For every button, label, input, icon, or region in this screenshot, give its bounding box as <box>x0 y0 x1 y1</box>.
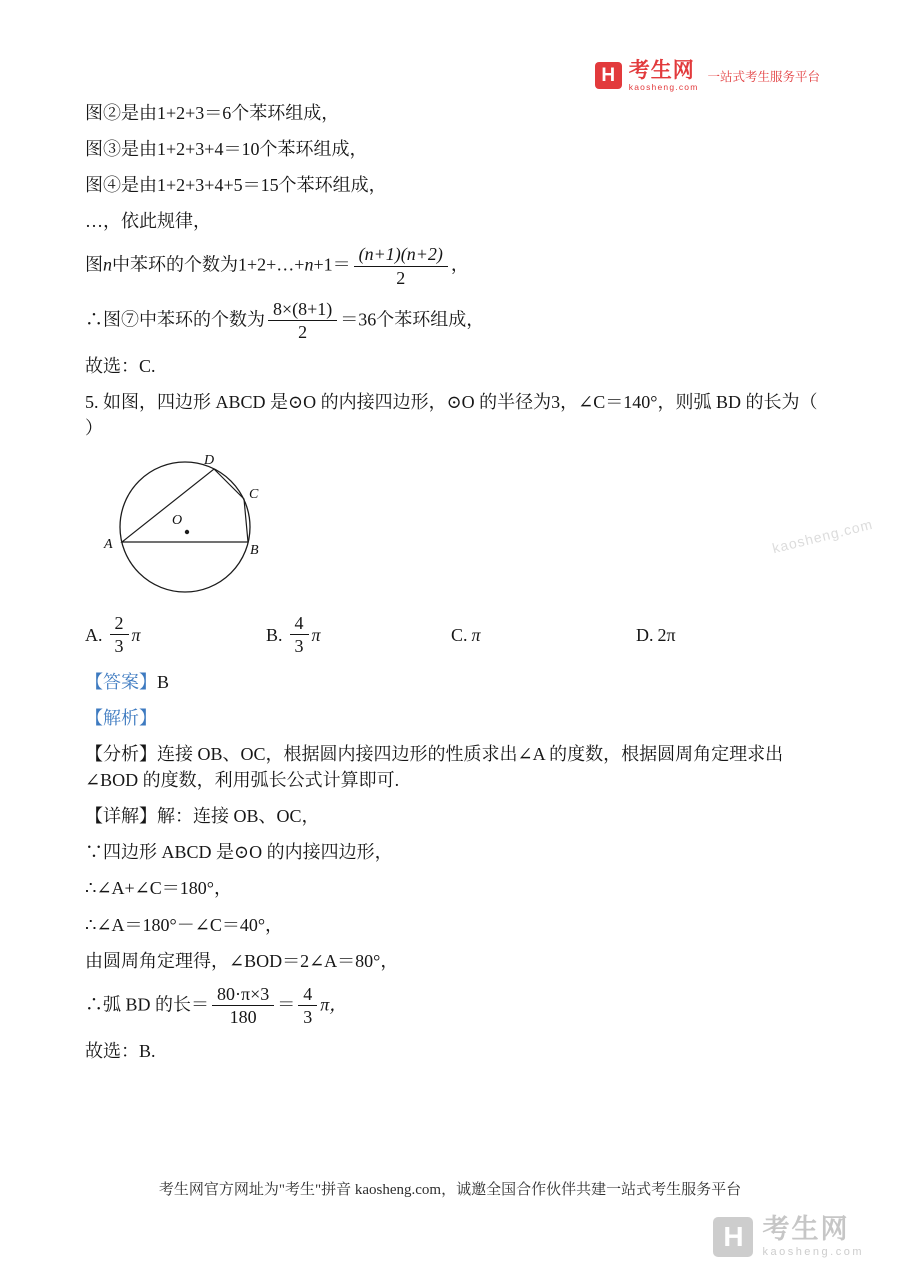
option-c-value: π <box>471 624 481 645</box>
detail-line-4: ∴∠A＝180°－∠C＝40°， <box>85 914 284 935</box>
answer-options <box>85 613 823 657</box>
option-d-value: 2π <box>657 624 676 645</box>
analysis-paragraph: 【分析】连接 OB、OC，根据圆内接四边形的性质求出∠A 的度数，根据圆周角定理求出∠BOD 的度数，利用弧长公式计算即可. <box>85 744 784 791</box>
detail-line-1: 【详解】解：连接 OB、OC， <box>85 806 320 827</box>
fraction <box>212 984 274 1028</box>
detail-line-5: 由圆周角定理得，∠BOD＝2∠A＝80°， <box>85 950 399 971</box>
option-c-label: C. <box>451 624 468 645</box>
option-a-pi: π <box>131 624 141 645</box>
formula-text: ∴弧 BD 的长＝ <box>85 994 210 1015</box>
option-d <box>636 622 676 648</box>
fraction-numerator: 2 <box>110 613 129 636</box>
detail-line-2: ∵四边形 ABCD 是⊙O 的内接四边形， <box>85 842 393 863</box>
fraction <box>298 984 317 1028</box>
kaosheng-watermark-icon: H <box>713 1217 753 1257</box>
fraction <box>290 613 309 657</box>
option-b <box>266 613 451 657</box>
label-d: D <box>204 453 215 469</box>
watermark-brand: 考生网 <box>762 1214 850 1244</box>
formula-text: 中苯环的个数为1+2+…+ <box>112 254 305 275</box>
fraction-denominator: 3 <box>303 1007 313 1028</box>
fraction-numerator: 80·π×3 <box>212 984 274 1007</box>
solution-line-1: 图②是由1+2+3＝6个苯环组成， <box>85 103 340 123</box>
solution-line-3: 图④是由1+2+3+4+5＝15个苯环组成， <box>85 175 387 196</box>
watermark-domain: kaosheng.com <box>762 1246 864 1258</box>
fraction <box>110 613 129 657</box>
fraction-numerator: (n+1)(n+2) <box>354 244 448 267</box>
fraction-numerator: 8×(8+1) <box>268 299 337 322</box>
option-b-label: B. <box>266 624 283 645</box>
answer-line <box>85 669 823 695</box>
brand-name: 考生网 <box>628 59 695 82</box>
answer-value: B <box>157 671 170 692</box>
footer-text: 考生网官方网址为"考生"拼音 kaosheng.com，诚邀全国合作伙伴共建一站式考生服务平台 <box>158 1182 742 1198</box>
label-a: A <box>104 537 113 553</box>
watermark-text-block <box>762 1216 864 1258</box>
option-d-label: D. <box>636 624 654 645</box>
kaosheng-logo <box>595 60 820 92</box>
choice-line-q4: 故选：C. <box>85 356 156 377</box>
label-c: C <box>249 487 259 503</box>
formula-text: +1＝ <box>313 254 351 275</box>
kaosheng-corner-watermark <box>713 1216 864 1258</box>
solution-line-2: 图③是由1+2+3+4＝10个苯环组成， <box>85 139 368 160</box>
formula-text: ， <box>450 254 469 275</box>
solution-line-4: …，依此规律， <box>85 211 211 232</box>
fraction <box>268 299 337 343</box>
circle-outline <box>120 462 250 592</box>
detail-line-3: ∴∠A+∠C＝180°， <box>85 878 232 899</box>
option-b-pi: π <box>311 624 321 645</box>
brand-domain: kaosheng.com <box>628 82 699 92</box>
circle-diagram <box>85 451 300 601</box>
arc-length-formula <box>85 984 823 1028</box>
kaosheng-logo-icon: H <box>595 62 622 89</box>
formula-text: ＝ <box>277 994 296 1015</box>
math-var-n: n <box>103 254 112 275</box>
math-var-n: n <box>304 254 314 275</box>
document-content <box>85 100 823 1074</box>
logo-text-block <box>629 60 699 92</box>
option-a-label: A. <box>85 624 103 645</box>
answer-label: 【答案】 <box>85 671 157 692</box>
specific-term-formula <box>85 299 823 343</box>
formula-text: ∴图⑦中苯环的个数为 <box>85 309 265 330</box>
label-o: O <box>172 513 183 529</box>
center-point <box>185 530 189 534</box>
formula-text: ＝36个苯环组成， <box>340 309 485 330</box>
fraction-numerator: 4 <box>298 984 317 1007</box>
fraction <box>354 244 448 288</box>
choice-line-q5: 故选：B. <box>85 1041 156 1062</box>
fraction-denominator: 3 <box>114 636 124 657</box>
fraction-denominator: 2 <box>396 268 406 289</box>
formula-text: 图 <box>85 254 103 275</box>
general-term-formula <box>85 244 823 288</box>
brand-tagline: 一站式考生服务平台 <box>707 69 820 84</box>
option-c <box>451 622 636 648</box>
label-b: B <box>250 543 259 559</box>
fraction-denominator: 180 <box>229 1007 257 1028</box>
fraction-numerator: 4 <box>290 613 309 636</box>
analysis-header: 【解析】 <box>85 707 157 728</box>
circle-figure <box>85 451 823 608</box>
fraction-denominator: 2 <box>298 322 308 343</box>
question-5-stem: 5. 如图，四边形 ABCD 是⊙O 的内接四边形，⊙O 的半径为3，∠C＝140°，则弧 BD 的长为（ ） <box>85 392 818 439</box>
kaosheng-side-watermark: kaosheng.com <box>770 515 875 557</box>
formula-text: π， <box>320 994 348 1015</box>
option-a <box>85 613 266 657</box>
fraction-denominator: 3 <box>294 636 304 657</box>
